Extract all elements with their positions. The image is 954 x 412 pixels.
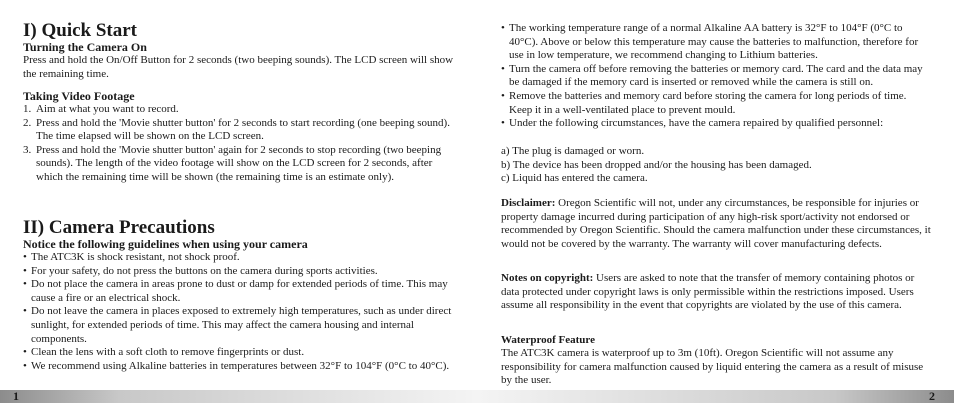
disclaimer-paragraph [501,197,931,251]
quick-start-title: I) Quick Start [23,20,137,41]
waterproof-heading: Waterproof Feature [501,334,595,346]
precautions-list [23,251,456,373]
turning-on-heading: Turning the Camera On [23,40,147,54]
turning-on-text: Press and hold the On/Off Button for 2 seconds (two beeping sounds). The LCD screen will show the remaining time. [23,54,454,80]
battery-note-item: • Under the following circumstances, have the camera repaired by qualified personnel: [501,117,884,130]
circumstance-item: c) Liquid has entered the camera. [501,172,648,185]
precaution-item: • Do not place the camera in areas prone to dust or damp for extended periods of time. This may cause a fire or an electrical shock. [23,278,448,304]
page-footer-bar-right [477,390,954,403]
circumstance-item: b) The device has been dropped and/or the housing has been damaged. [501,158,812,171]
disclaimer-label: Disclaimer: [501,197,556,209]
video-step: 2. Press and hold the 'Movie shutter button' for 2 seconds to start recording (one beeping sound). The time elapsed will be shown on the LCD screen. [23,116,450,143]
video-step: 3. Press and hold the 'Movie shutter button' again for 2 seconds to stop recording (two beeping sounds). The length of the video footage will show on the LCD screen for 2 seconds, after which the remaining time will be shown (the remaining time is an estimate only). [23,143,442,183]
battery-note-item: • The working temperature range of a normal Alkaline AA battery is 32°F to 104°F (0°C to 40°C). Above or below this temperature may cause the batteries to malfunction, therefore for use in low temperature, we recommend changing to Lithium batteries. [501,22,919,62]
battery-notes-list [501,22,931,131]
video-heading: Taking Video Footage [23,89,135,103]
copyright-paragraph [501,272,931,313]
precautions-subheading: Notice the following guidelines when using your camera [23,237,308,251]
circumstances-list [501,145,931,186]
precaution-item: • The ATC3K is shock resistant, not shock proof. [23,251,240,263]
precautions-title: II) Camera Precautions [23,217,215,238]
battery-note-item: • Remove the batteries and memory card before storing the camera for long periods of time. Keep it in a well-ventilated place to prevent mould. [501,89,907,116]
video-step: 1. Aim at what you want to record. [23,103,179,115]
video-steps [23,103,456,185]
disclaimer-text: Oregon Scientific will not, under any circumstances, be responsible for injuries or property damage incurred during participation of any high-risk sport/activity not endorsed or recommended by Oregon Scientific. Should the camera malfunction under these circumstances, it would not be covered by the warranty. The warranty will cover manufacturing defects. [501,197,931,250]
precaution-item: • We recommend using Alkaline batteries in temperatures between 32°F to 104°F (0°C to 40°C). [23,359,450,372]
page-number-right: 2 [929,389,935,403]
page-footer-bar-left [0,390,477,403]
battery-note-item: • Turn the camera off before removing the batteries or memory card. The card and the data may be damaged if the memory card is inserted or removed while the camera is still on. [501,62,923,89]
page-number-left: 1 [13,389,19,403]
precaution-item: • For your safety, do not press the buttons on the camera during sports activities. [23,264,378,277]
copyright-text: Users are asked to note that the transfer of memory containing photos or data protected under copyright laws is only permissible within the restrictions imposed. Users assume all responsibility in the event that copyrights are violated by the use of this camera. [501,272,915,312]
precaution-item: • Clean the lens with a soft cloth to remove fingerprints or dust. [23,346,305,359]
circumstance-item: a) The plug is damaged or worn. [501,145,645,157]
precaution-item: • Do not leave the camera in places exposed to extremely high temperatures, such as under direct sunlight, for extended periods of time. This may affect the camera housing and internal components. [23,305,452,345]
copyright-label: Notes on copyright: [501,272,594,284]
waterproof-text: The ATC3K camera is waterproof up to 3m (10ft). Oregon Scientific will not assume any responsibility for camera malfunction caused by liquid entering the camera as a result of misuse by the user. [501,347,924,387]
